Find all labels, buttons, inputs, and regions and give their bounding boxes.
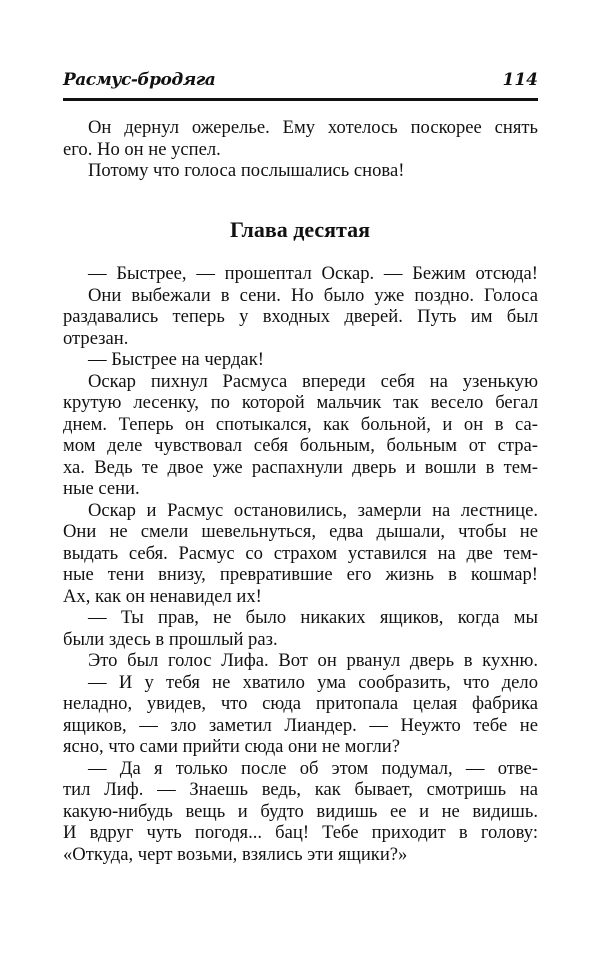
text-line: Они выбежали в сени. Но было уже поздно. Голоса — [88, 284, 538, 306]
text-line: раздавались теперь у входных дверей. Путь им был — [63, 306, 538, 327]
text-line: «Откуда, черт возьми, взялись эти ящики?» — [63, 843, 408, 865]
intro-paragraphs — [63, 117, 538, 182]
chapter-title: Глава десятая — [229, 217, 371, 242]
text-line: тил Лиф. — Знаешь ведь, как бывает, смотришь на — [63, 779, 538, 800]
text-line: днем. Теперь он спотыкался, как больной, и он в са- — [63, 413, 538, 435]
text-line: Он дернул ожерелье. Ему хотелось поскорее снять — [88, 117, 538, 138]
text-line: ные сени. — [63, 478, 140, 499]
running-title: Расмус-бродяга — [63, 70, 216, 90]
text-line: его. Но он не успел. — [63, 138, 221, 160]
running-header — [63, 68, 538, 96]
header-rule — [63, 98, 538, 101]
text-line: крутую лесенку, по которой мальчик так весело бегал — [63, 392, 538, 413]
text-line: Оскар и Расмус остановились, замерли на лестнице. — [88, 499, 538, 521]
text-line: были здесь в прошлый раз. — [63, 628, 278, 650]
text-line: выдать себя. Расмус со страхом уставился на две тем- — [63, 542, 538, 564]
text-line: ха. Ведь те двое уже распахнули дверь и вошли в тем- — [63, 456, 538, 478]
text-line: И вдруг чуть погодя... бац! Тебе приходит в голову: — [63, 822, 538, 843]
text-line: ясно, что сами прийти сюда они не могли? — [63, 736, 400, 757]
text-line: — Ты прав, не было никаких ящиков, когда мы — [88, 607, 538, 628]
text-line: неладно, увидев, что сюда притопала целая фабрика — [63, 693, 538, 714]
text-line: — Быстрее на чердак! — [88, 349, 264, 370]
text-line: мом деле чувствовал себя больным, больным от стра- — [63, 435, 538, 456]
text-line: ные тени внизу, превратившие его жизнь в кошмар! — [63, 564, 538, 585]
text-line: ящиков, — зло заметил Лиандер. — Неужто тебе не — [63, 714, 538, 736]
text-line: — И у тебя не хватило ума сообразить, что дело — [88, 671, 538, 693]
text-line: Это был голос Лифа. Вот он рванул дверь в кухню. — [88, 650, 538, 671]
text-line: какую-нибудь вещь и будто видишь ее и не видишь. — [63, 800, 538, 822]
text-line: Потому что голоса послышались снова! — [88, 160, 405, 181]
text-line: — Да я только после об этом подумал, — отве- — [88, 757, 538, 779]
text-line: — Быстрее, — прошептал Оскар. — Бежим отсюда! — [88, 263, 538, 284]
chapter-body — [63, 263, 538, 865]
page-number: 114 — [502, 70, 538, 90]
text-line: Ах, как он ненавидел их! — [63, 585, 262, 607]
text-line: отрезан. — [63, 327, 129, 349]
text-line: Оскар пихнул Расмуса впереди себя на узенькую — [88, 370, 538, 392]
text-line: Они не смели шевельнуться, едва дышали, чтобы не — [63, 521, 538, 542]
